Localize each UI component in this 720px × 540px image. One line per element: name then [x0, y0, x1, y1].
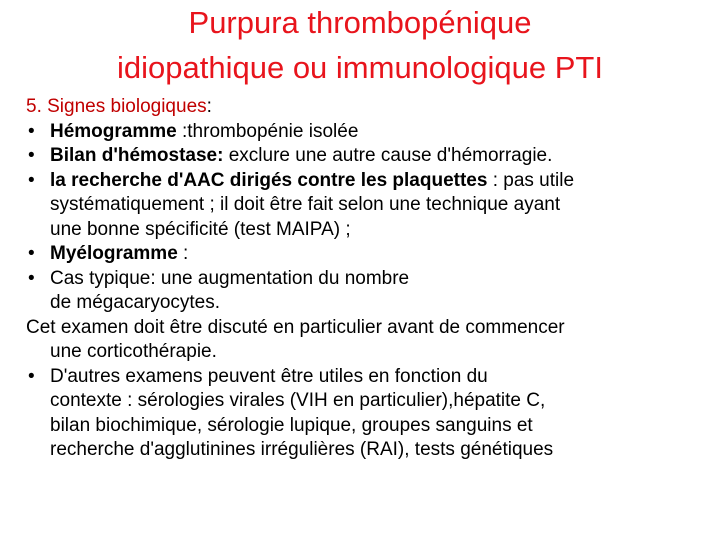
bullet-continuation: systématiquement ; il doit être fait selon une technique ayant	[50, 194, 561, 215]
bullet-text: :thrombopénie isolée	[176, 120, 359, 142]
bullet-myelogramme	[26, 242, 706, 267]
bullet-bilan-hemostase	[26, 144, 706, 169]
bullet-dot: •	[28, 145, 35, 166]
bullet-dot: •	[28, 120, 35, 142]
section-heading-text: 5. Signes biologiques	[26, 96, 207, 117]
slide-body	[26, 95, 706, 463]
bullet-continuation: contexte : sérologies virales (VIH en particulier),hépatite C,	[50, 390, 546, 411]
bullet-text: exclure une autre cause d'hémorragie.	[223, 145, 553, 166]
bullet-dot: •	[28, 267, 35, 289]
bullet-hemogramme	[26, 120, 706, 145]
bullet-text: D'autres examens peuvent être utiles en fonction du	[50, 365, 488, 387]
bullet-continuation: bilan biochimique, sérologie lupique, groupes sanguins et	[50, 414, 533, 436]
bullet-bold: Myélogramme	[50, 243, 178, 264]
bullet-text: Cas typique: une augmentation du nombre	[50, 267, 410, 289]
bullet-dot: •	[28, 169, 35, 191]
bullet-cas-typique	[26, 267, 706, 316]
note-line-1: Cet examen doit être discuté en particulier avant de commencer	[26, 316, 565, 338]
bullet-dot: •	[28, 243, 35, 264]
bullet-text: :	[177, 243, 189, 264]
note-line-2: une corticothérapie.	[50, 341, 217, 362]
note-paragraph	[26, 316, 706, 365]
bullet-bold: Bilan d'hémostase:	[50, 145, 224, 166]
bullet-dot: •	[28, 365, 35, 387]
bullet-recherche-aac	[26, 169, 706, 243]
bullet-continuation: une bonne spécificité (test MAIPA) ;	[50, 218, 351, 240]
bullet-bold: la recherche d'AAC dirigés contre les plaquettes	[50, 169, 488, 191]
section-heading-colon: :	[206, 96, 212, 117]
bullet-continuation: recherche d'agglutinines irrégulières (RAI), tests génétiques	[50, 439, 554, 460]
bullet-text: : pas utile	[487, 169, 575, 191]
section-heading	[26, 95, 706, 120]
bullet-autres-examens	[26, 365, 706, 463]
bullet-continuation: de mégacaryocytes.	[50, 292, 221, 313]
title-line-2: idiopathique ou immunologique PTI	[117, 50, 603, 85]
slide-title	[0, 0, 720, 90]
title-line-1: Purpura thrombopénique	[188, 5, 532, 40]
bullet-bold: Hémogramme	[50, 120, 177, 142]
